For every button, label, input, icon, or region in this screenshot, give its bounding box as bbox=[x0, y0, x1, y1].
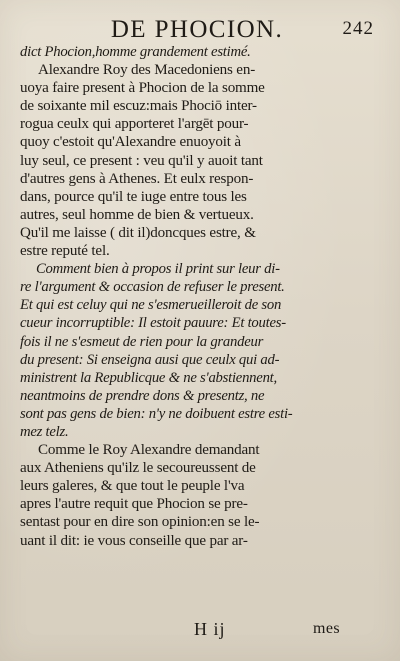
text-line-14: re l'argument & occasion de refuser le present. bbox=[20, 279, 285, 296]
text-line-4: de soixante mil escuz:mais Phociō inter- bbox=[20, 98, 257, 115]
text-line-1: dict Phocion,homme grandement estimé. bbox=[20, 44, 251, 60]
text-line-17: fois il ne s'esmeut de rien pour la grandeur bbox=[20, 333, 264, 350]
running-head: DE PHOCION. bbox=[110, 16, 284, 43]
text-line-18: du present: Si enseigna ausi que ceulx qui ad- bbox=[20, 351, 280, 368]
text-line-19: ministrent la Republicque & ne s'abstiennent, bbox=[20, 369, 277, 386]
text-line-5: rogua ceulx qui apporteret l'argēt pour- bbox=[20, 116, 249, 133]
text-line-12: estre reputé tel. bbox=[20, 243, 110, 260]
text-line-21: sont pas gens de bien: n'y ne doibuent estre esti- bbox=[20, 405, 293, 422]
text-line-11: Qu'il me laisse ( dit il)doncques estre, & bbox=[20, 224, 256, 241]
text-line-25: leurs galeres, & que tout le peuple l'va bbox=[20, 478, 245, 495]
text-line-24: aux Atheniens qu'ilz le secoureussent de bbox=[20, 460, 256, 477]
text-line-23: Comme le Roy Alexandre demandant bbox=[38, 442, 260, 459]
main-text bbox=[20, 43, 378, 550]
catchword: mes bbox=[313, 620, 340, 637]
text-line-22: mez telz. bbox=[20, 423, 69, 440]
text-line-7: luy seul, ce present : veu qu'il y auoit tant bbox=[20, 152, 263, 169]
text-line-27: sentast pour en dire son opinion:en se le- bbox=[20, 514, 260, 531]
text-line-15: Et qui est celuy qui ne s'esmerueilleroit de son bbox=[20, 297, 282, 314]
text-line-2: Alexandre Roy des Macedoniens en- bbox=[38, 62, 256, 79]
text-line-26: apres l'autre requit que Phocion se pre- bbox=[20, 496, 248, 513]
signature-mark: H ij bbox=[194, 619, 226, 639]
text-line-13: Comment bien à propos il print sur leur di- bbox=[36, 261, 280, 278]
text-line-8: d'autres gens à Athenes. Et eulx respon- bbox=[20, 170, 254, 187]
text-line-28: uant il dit: ie vous conseille que par ar- bbox=[20, 532, 248, 549]
text-line-10: autres, seul homme de bien & vertueux. bbox=[20, 206, 254, 223]
text-line-3: uoya faire present à Phocion de la somme bbox=[20, 80, 265, 97]
page-number: 242 bbox=[342, 18, 374, 39]
text-line-9: dans, pource qu'il te iuge entre tous les bbox=[20, 188, 247, 205]
text-line-6: quoy c'estoit qu'Alexandre enuoyoit à bbox=[20, 134, 241, 151]
text-line-16: cueur incorruptible: Il estoit pauure: Et toutes- bbox=[20, 315, 286, 332]
text-line-20: neantmoins de prendre dons & presentz, ne bbox=[20, 387, 265, 404]
